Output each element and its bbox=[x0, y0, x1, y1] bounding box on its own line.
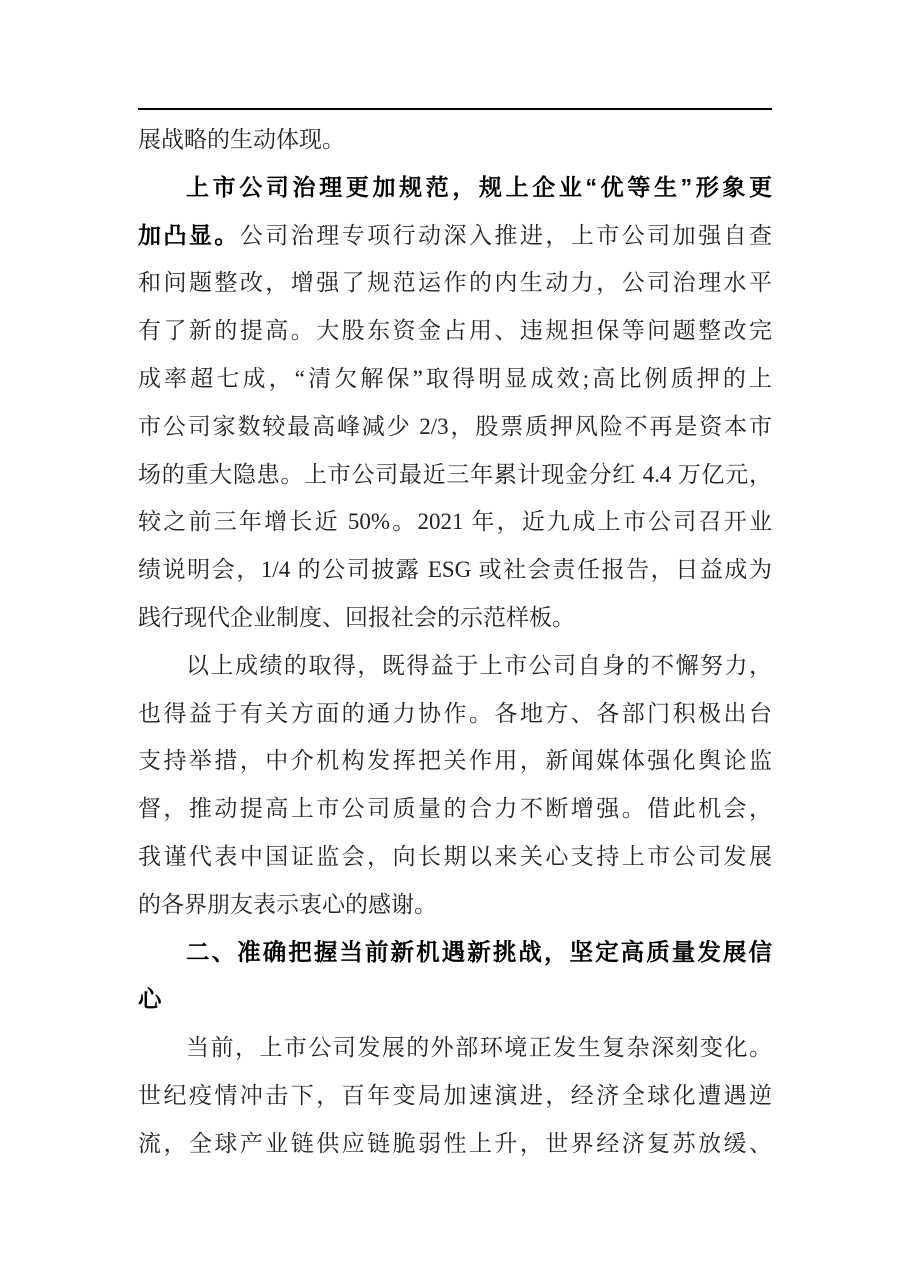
paragraph-line: 场的重大隐患。上市公司最近三年累计现金分红 4.4 万亿元， bbox=[138, 461, 772, 487]
paragraph-line: 流，全球产业链供应链脆弱性上升，世界经济复苏放缓、 bbox=[138, 1130, 772, 1156]
paragraph-line: 督，推动提高上市公司质量的合力不断增强。借此机会， bbox=[138, 796, 772, 822]
paragraph-lead-bold: 上市公司治理更加规范，规上企业“优等生”形象更 bbox=[186, 173, 772, 200]
paragraph-line: 世纪疫情冲击下，百年变局加速演进，经济全球化遭遇逆 bbox=[138, 1082, 772, 1108]
paragraph-lead-bold: 加凸显。 bbox=[138, 221, 240, 248]
section-heading: 二、准确把握当前新机遇新挑战，坚定高质量发展信 bbox=[186, 938, 772, 965]
document-body bbox=[138, 116, 772, 1168]
paragraph-line: 较之前三年增长近 50%。2021 年，近九成上市公司召开业 bbox=[138, 509, 772, 535]
paragraph-line: 以上成绩的取得，既得益于上市公司自身的不懈努力， bbox=[186, 652, 772, 678]
header-rule bbox=[138, 108, 772, 110]
paragraph-line: 绩说明会，1/4 的公司披露 ESG 或社会责任报告，日益成为 bbox=[138, 557, 772, 583]
document-page bbox=[138, 0, 772, 1286]
paragraph-line: 和问题整改，增强了规范运作的内生动力，公司治理水平 bbox=[138, 270, 772, 296]
paragraph-text: 公司治理专项行动深入推进，上市公司加强自查 bbox=[239, 222, 772, 248]
paragraph-line bbox=[138, 212, 772, 260]
paragraph-line: 的各界朋友表示衷心的感谢。 bbox=[138, 891, 437, 917]
paragraph-line: 当前，上市公司发展的外部环境正发生复杂深刻变化。 bbox=[186, 1035, 772, 1061]
paragraph-line: 市公司家数较最高峰减少 2/3，股票质押风险不再是资本市 bbox=[138, 413, 772, 439]
paragraph-line: 也得益于有关方面的通力协作。各地方、各部门积极出台 bbox=[138, 700, 772, 726]
paragraph-line: 践行现代企业制度、回报社会的示范样板。 bbox=[138, 604, 575, 630]
section-heading: 心 bbox=[138, 986, 162, 1013]
paragraph-line: 有了新的提高。大股东资金占用、违规担保等问题整改完 bbox=[138, 318, 772, 344]
paragraph-line: 我谨代表中国证监会，向长期以来关心支持上市公司发展 bbox=[138, 843, 772, 869]
paragraph-line: 成率超七成，“清欠解保”取得明显成效;高比例质押的上 bbox=[138, 365, 772, 391]
paragraph-line: 支持举措，中介机构发挥把关作用，新闻媒体强化舆论监 bbox=[138, 748, 772, 774]
paragraph-line: 展战略的生动体现。 bbox=[138, 127, 345, 152]
